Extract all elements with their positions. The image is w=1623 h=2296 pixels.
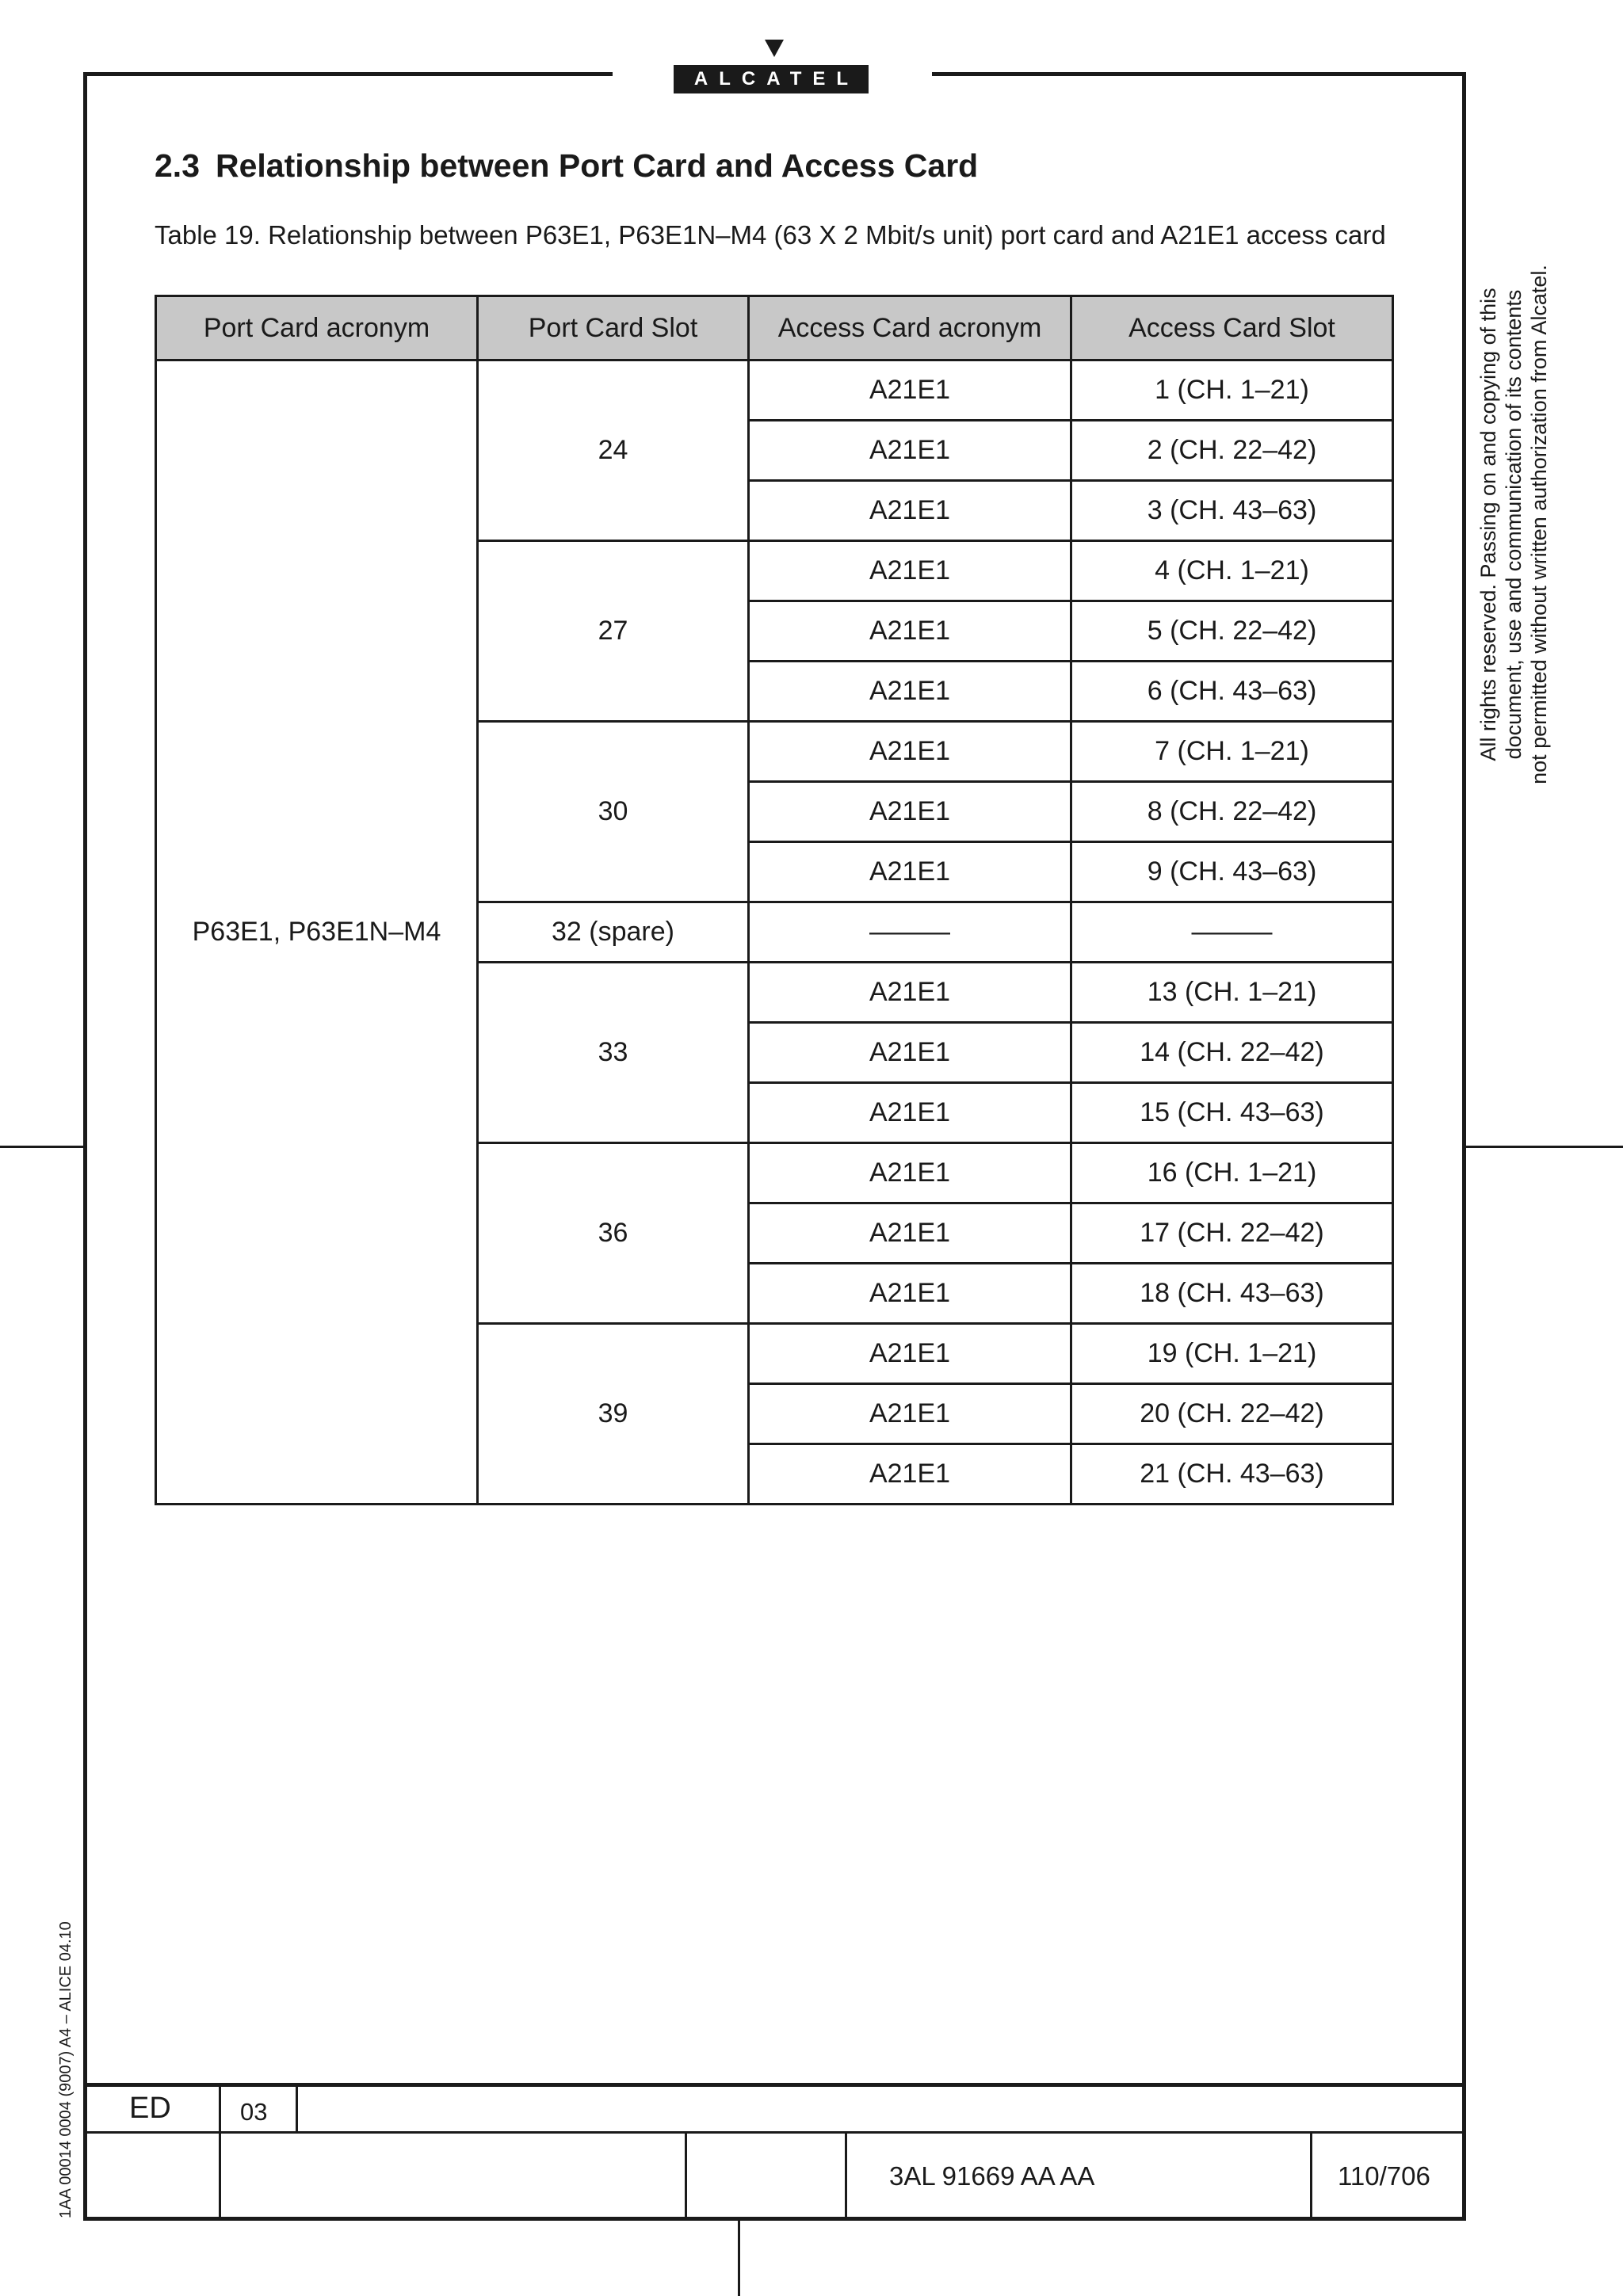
footer-divider [219, 2084, 221, 2219]
footer-middle-rule [86, 2131, 1466, 2134]
fold-mark-bottom [738, 2221, 740, 2296]
table-caption: Table 19. Relationship between P63E1, P63E1N–M4 (63 X 2 Mbit/s unit) port card and A21E1 access card [155, 220, 1386, 250]
footer-divider [1310, 2133, 1312, 2218]
access-card-slot-cell: 7 (CH. 1–21) [1071, 722, 1393, 782]
access-card-slot-cell: 16 (CH. 1–21) [1071, 1143, 1393, 1203]
access-card-acronym-cell: A21E1 [749, 360, 1071, 421]
port-card-slot-cell: 39 [478, 1324, 749, 1505]
access-card-slot-cell: 13 (CH. 1–21) [1071, 963, 1393, 1023]
access-card-slot-cell: 15 (CH. 43–63) [1071, 1083, 1393, 1143]
footer-top-rule [86, 2083, 1466, 2087]
access-card-acronym-cell: A21E1 [749, 1444, 1071, 1505]
access-card-slot-cell: 14 (CH. 22–42) [1071, 1023, 1393, 1083]
footer-edition-label: ED [129, 2092, 171, 2125]
header-access-card-slot: Access Card Slot [1071, 296, 1393, 360]
access-card-acronym-cell: A21E1 [749, 782, 1071, 842]
frame-top-border-right [932, 72, 1466, 76]
rights-notice-line: All rights reserved. Passing on and copying of this [1476, 288, 1500, 761]
access-card-slot-cell: 2 (CH. 22–42) [1071, 421, 1393, 481]
access-card-slot-cell: 20 (CH. 22–42) [1071, 1384, 1393, 1444]
document-form-code: 1AA 00014 0004 (9007) A4 – ALICE 04.10 [57, 1921, 74, 2218]
header-access-card-acronym: Access Card acronym [749, 296, 1071, 360]
rights-notice-line: document, use and communication of its contents [1502, 289, 1526, 760]
relationship-table [155, 295, 1394, 1505]
footer-document-reference: 3AL 91669 AA AA [889, 2161, 1095, 2191]
access-card-slot-cell: 21 (CH. 43–63) [1071, 1444, 1393, 1505]
fold-mark-left [0, 1146, 83, 1148]
access-card-slot-cell: 8 (CH. 22–42) [1071, 782, 1393, 842]
logo-triangle-icon [765, 40, 784, 57]
rights-notice-line: not permitted without written authorization from Alcatel. [1527, 265, 1551, 784]
access-card-slot-cell: 6 (CH. 43–63) [1071, 662, 1393, 722]
access-card-acronym-cell: ——— [749, 902, 1071, 963]
frame-left-border [83, 74, 87, 2221]
access-card-acronym-cell: A21E1 [749, 481, 1071, 541]
port-card-slot-cell: 27 [478, 541, 749, 722]
relationship-table-container [155, 295, 1394, 1505]
header-port-card-slot: Port Card Slot [478, 296, 749, 360]
access-card-slot-cell: 1 (CH. 1–21) [1071, 360, 1393, 421]
table-row [156, 360, 1393, 421]
port-card-slot-cell: 33 [478, 963, 749, 1143]
alcatel-logo: ALCATEL [674, 65, 869, 93]
fold-mark-right [1466, 1146, 1623, 1148]
table-header-row [156, 296, 1393, 360]
access-card-slot-cell: 19 (CH. 1–21) [1071, 1324, 1393, 1384]
port-card-slot-cell: 32 (spare) [478, 902, 749, 963]
access-card-acronym-cell: A21E1 [749, 1324, 1071, 1384]
footer-divider [845, 2133, 847, 2218]
port-card-slot-cell: 36 [478, 1143, 749, 1324]
access-card-acronym-cell: A21E1 [749, 1203, 1071, 1264]
access-card-acronym-cell: A21E1 [749, 662, 1071, 722]
rights-notice [1476, 247, 1552, 802]
port-card-slot-cell: 24 [478, 360, 749, 541]
access-card-slot-cell: 3 (CH. 43–63) [1071, 481, 1393, 541]
access-card-slot-cell: 9 (CH. 43–63) [1071, 842, 1393, 902]
access-card-acronym-cell: A21E1 [749, 722, 1071, 782]
access-card-acronym-cell: A21E1 [749, 1143, 1071, 1203]
footer-divider [296, 2084, 298, 2133]
section-number: 2.3 [155, 147, 200, 184]
access-card-acronym-cell: A21E1 [749, 1264, 1071, 1324]
port-card-slot-cell: 30 [478, 722, 749, 902]
access-card-slot-cell: 4 (CH. 1–21) [1071, 541, 1393, 601]
frame-top-border-left [83, 72, 613, 76]
access-card-acronym-cell: A21E1 [749, 601, 1071, 662]
section-title: Relationship between Port Card and Access Card [216, 147, 979, 184]
frame-bottom-border [83, 2217, 1466, 2221]
access-card-slot-cell: ——— [1071, 902, 1393, 963]
access-card-slot-cell: 18 (CH. 43–63) [1071, 1264, 1393, 1324]
access-card-slot-cell: 5 (CH. 22–42) [1071, 601, 1393, 662]
access-card-acronym-cell: A21E1 [749, 1023, 1071, 1083]
footer-divider [685, 2133, 687, 2218]
header-port-card-acronym: Port Card acronym [156, 296, 478, 360]
access-card-acronym-cell: A21E1 [749, 1083, 1071, 1143]
access-card-acronym-cell: A21E1 [749, 421, 1071, 481]
access-card-acronym-cell: A21E1 [749, 1384, 1071, 1444]
access-card-acronym-cell: A21E1 [749, 963, 1071, 1023]
section-heading [155, 147, 978, 185]
access-card-acronym-cell: A21E1 [749, 541, 1071, 601]
footer-page-number: 110/706 [1338, 2161, 1430, 2191]
port-card-acronym-cell: P63E1, P63E1N–M4 [156, 360, 478, 1505]
footer-edition-value: 03 [240, 2098, 268, 2126]
access-card-slot-cell: 17 (CH. 22–42) [1071, 1203, 1393, 1264]
access-card-acronym-cell: A21E1 [749, 842, 1071, 902]
